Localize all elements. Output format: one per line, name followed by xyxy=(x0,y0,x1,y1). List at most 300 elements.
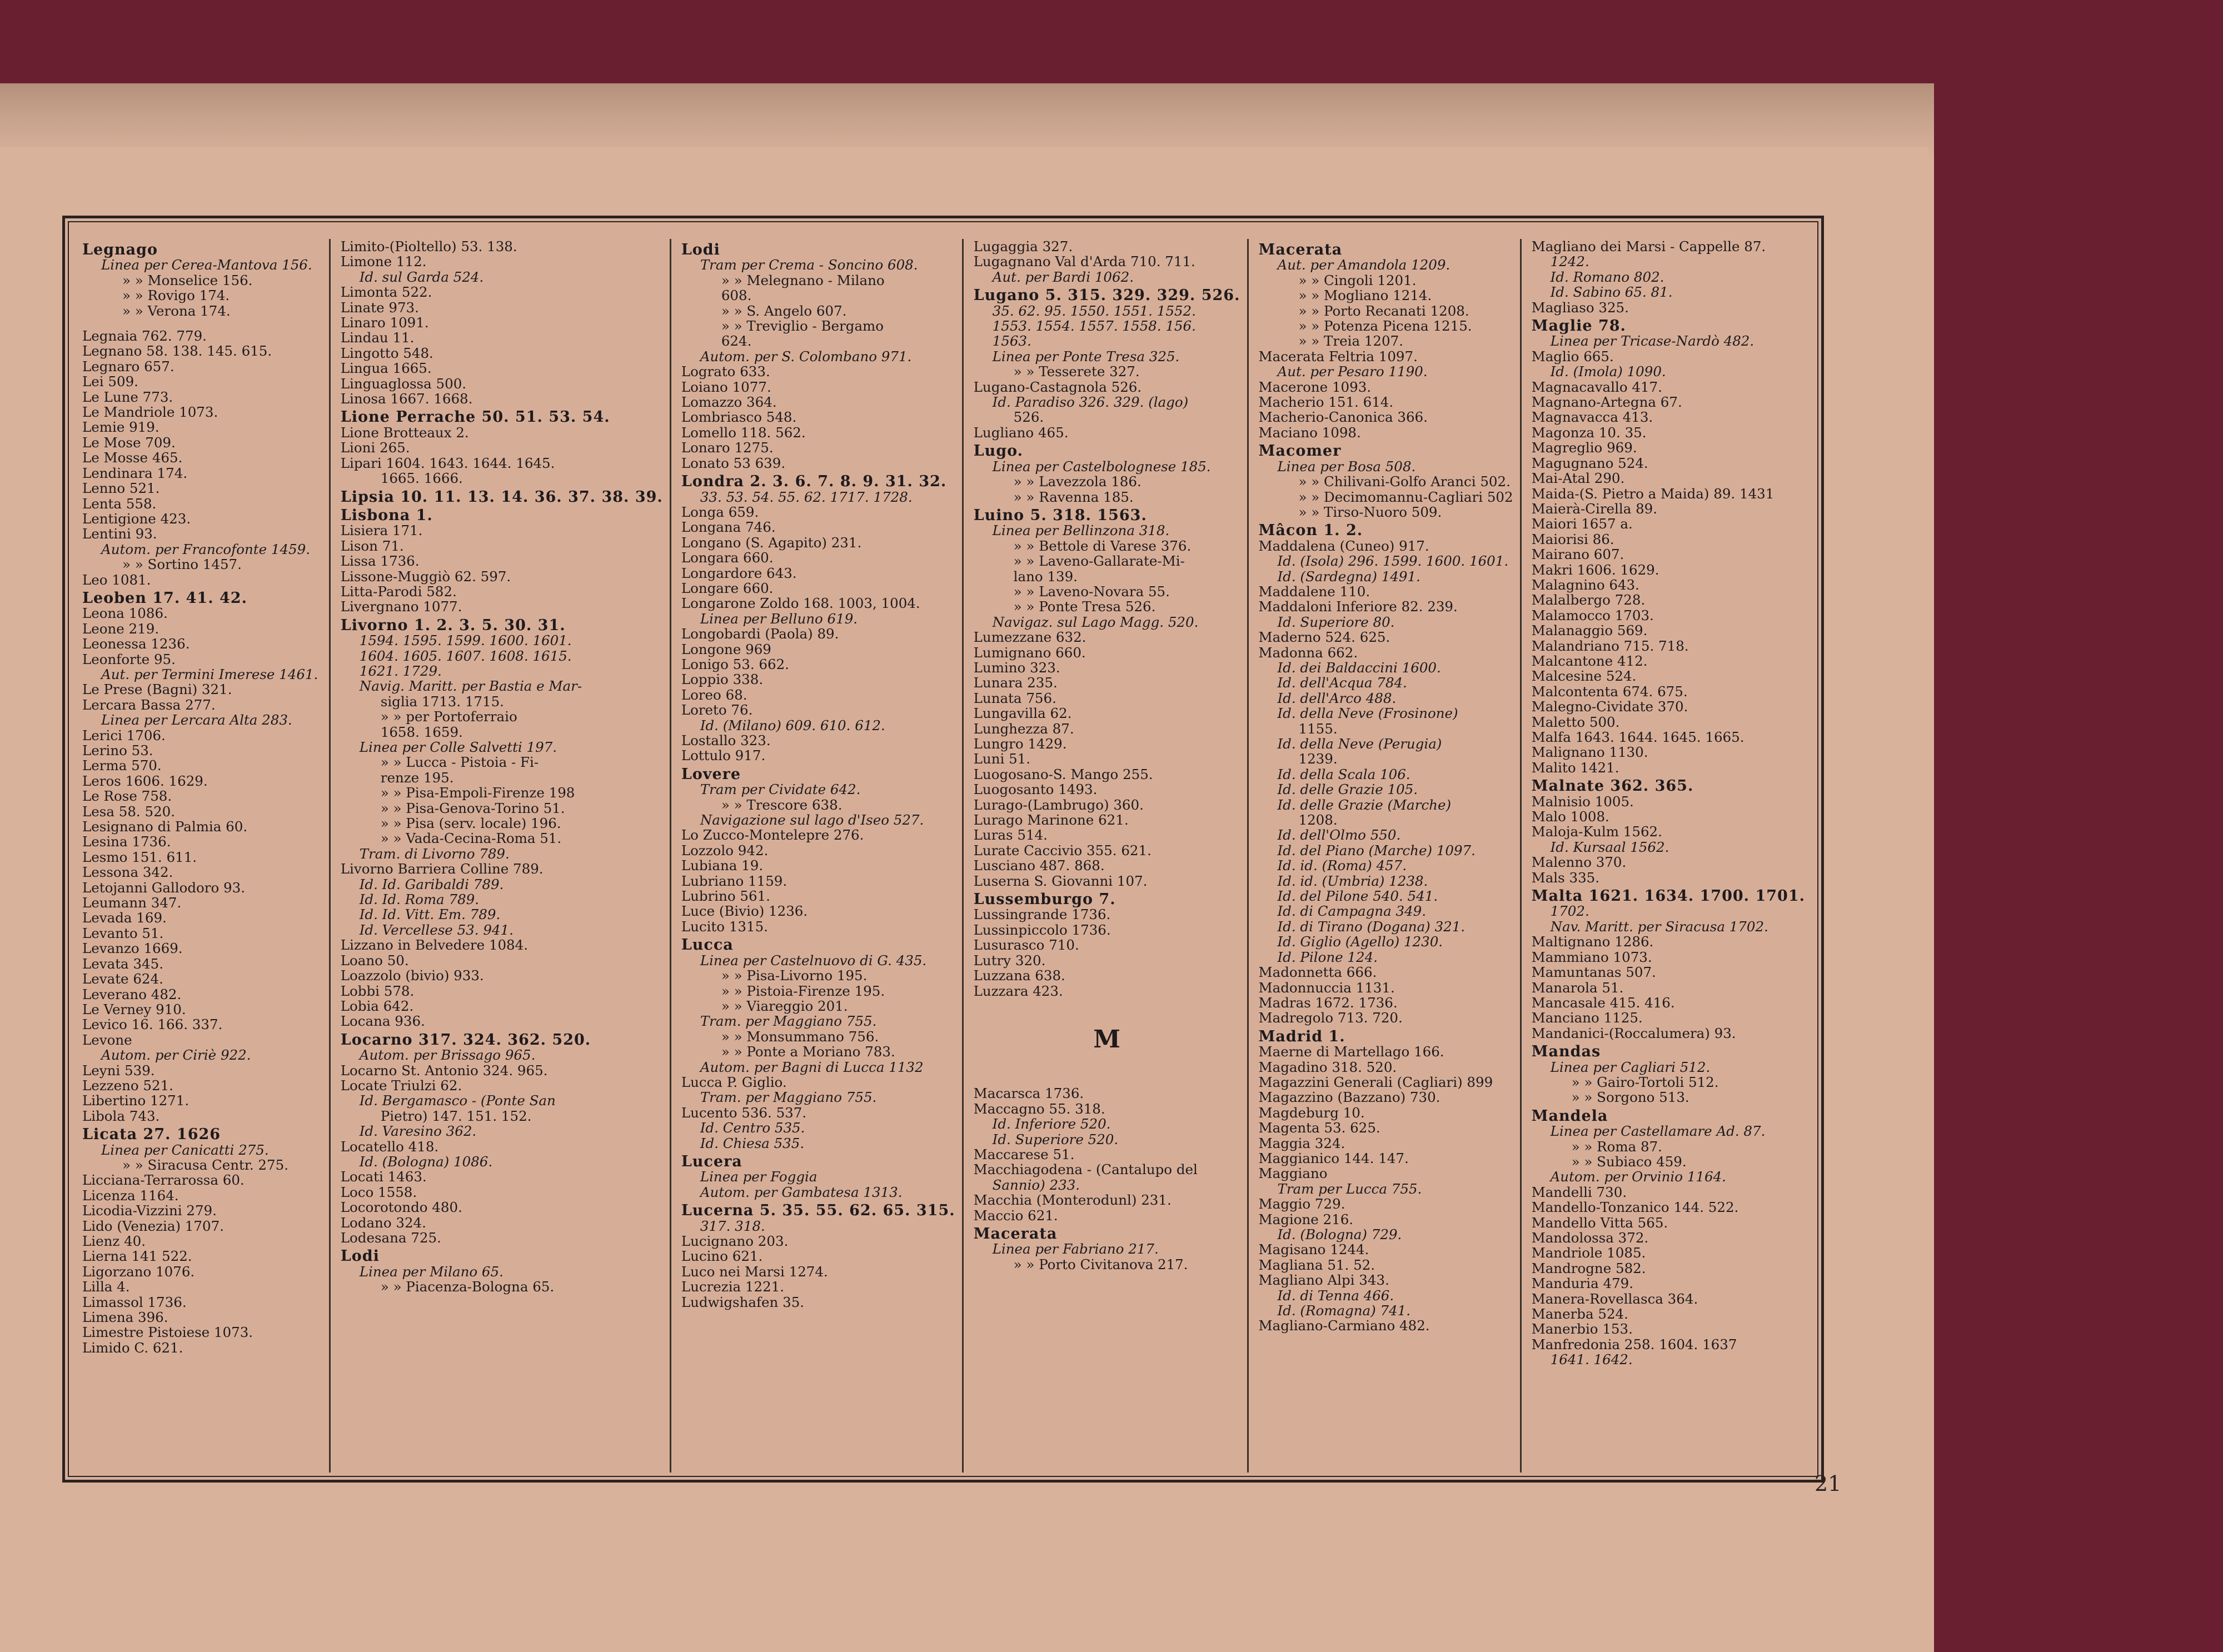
index-entry: Mamuntanas 507. xyxy=(1531,964,1656,981)
index-entry: Lugano-Castagnola 526. xyxy=(973,378,1142,395)
index-entry: Ludwigshafen 35. xyxy=(681,1294,805,1310)
index-entry: Longardore 643. xyxy=(681,565,797,581)
index-heading: Lucerna 5. 35. 55. 62. 65. 315. xyxy=(681,1202,955,1220)
index-entry: Lissone-Muggiò 62. 597. xyxy=(340,568,511,585)
index-entry: Lodesana 725. xyxy=(340,1230,441,1246)
index-entry: 624. xyxy=(721,333,752,350)
index-entry: Malnisio 1005. xyxy=(1531,793,1634,810)
index-entry: Linaro 1091. xyxy=(340,315,429,331)
index-entry: Longobardi (Paola) 89. xyxy=(681,626,839,642)
index-heading: Lodi xyxy=(681,241,720,258)
index-entry: Maggianico 144. 147. xyxy=(1258,1150,1409,1166)
index-heading: Leoben 17. 41. 42. xyxy=(82,589,247,607)
index-entry: Autom. per Brissago 965. xyxy=(359,1047,536,1064)
index-heading: Livorno 1. 2. 3. 5. 30. 31. xyxy=(340,616,566,634)
index-entry: Maloja-Kulm 1562. xyxy=(1531,823,1662,840)
index-entry: Id. della Neve (Perugia) xyxy=(1277,736,1442,752)
index-entry: Mals 335. xyxy=(1531,869,1600,886)
index-entry: Levanzo 1669. xyxy=(82,940,183,957)
index-entry: Malandriano 715. 718. xyxy=(1531,637,1689,654)
index-entry: Autom. per Orvinio 1164. xyxy=(1550,1169,1726,1185)
index-entry: Lugaggia 327. xyxy=(973,238,1073,254)
index-entry: Maltignano 1286. xyxy=(1531,934,1654,950)
index-entry: Linea per Bosa 508. xyxy=(1277,458,1416,475)
index-entry: Malagnino 643. xyxy=(1531,576,1639,593)
index-entry: Levico 16. 166. 337. xyxy=(82,1016,223,1033)
index-entry: Legnaro 657. xyxy=(82,358,175,375)
index-entry: Mandello Vitta 565. xyxy=(1531,1214,1668,1231)
index-entry: Id. Id. Garibaldi 789. xyxy=(359,876,504,892)
index-heading: Locarno 317. 324. 362. 520. xyxy=(340,1031,591,1049)
index-entry: Locate Triulzi 62. xyxy=(340,1077,462,1094)
index-entry: » » Laveno-Novara 55. xyxy=(1013,583,1170,600)
index-heading: Mandela xyxy=(1531,1107,1608,1125)
index-entry: Makri 1606. 1629. xyxy=(1531,561,1659,578)
index-entry: Linea per Castellamare Ad. 87. xyxy=(1550,1123,1766,1140)
index-entry: Magione 216. xyxy=(1258,1211,1354,1227)
index-entry: Lutry 320. xyxy=(973,952,1046,969)
index-entry: Lussingrande 1736. xyxy=(973,906,1111,923)
index-entry: Madras 1672. 1736. xyxy=(1258,994,1398,1011)
index-entry: Loazzolo (bivio) 933. xyxy=(340,967,484,984)
index-entry: Magliano dei Marsi - Cappelle 87. xyxy=(1531,238,1766,254)
index-heading: Lucera xyxy=(681,1152,742,1170)
index-entry: Nav. Maritt. per Siracusa 1702. xyxy=(1550,918,1768,935)
index-entry: Macchiagodena - (Cantalupo del xyxy=(973,1161,1198,1178)
index-entry: lano 139. xyxy=(1013,568,1078,585)
index-entry: Macarsca 1736. xyxy=(973,1085,1084,1102)
index-entry: Manciano 1125. xyxy=(1531,1010,1643,1026)
index-entry: Licciana-Terrarossa 60. xyxy=(82,1172,245,1189)
index-entry: Linea per Lercara Alta 283. xyxy=(101,712,292,728)
index-entry: Maccarese 51. xyxy=(973,1146,1075,1162)
index-entry: Id. dell'Olmo 550. xyxy=(1277,827,1401,844)
index-entry: Leyni 539. xyxy=(82,1062,155,1079)
index-entry: Maccagno 55. 318. xyxy=(973,1100,1105,1117)
index-entry: Linea per Foggia xyxy=(700,1169,818,1185)
index-entry: Limassol 1736. xyxy=(82,1294,187,1310)
index-entry: Navigazione sul lago d'Iseo 527. xyxy=(700,812,924,829)
index-entry: Linea per Ponte Tresa 325. xyxy=(992,348,1180,365)
index-entry: Mairano 607. xyxy=(1531,546,1624,563)
index-entry: Macherio-Canonica 366. xyxy=(1258,409,1428,426)
index-entry: Linea per Canicatti 275. xyxy=(101,1141,269,1158)
index-entry: 1604. 1605. 1607. 1608. 1615. xyxy=(359,647,572,664)
index-entry: 35. 62. 95. 1550. 1551. 1552. xyxy=(992,302,1196,319)
index-entry: Id. (Milano) 609. 610. 612. xyxy=(700,717,885,733)
index-entry: Id. Chiesa 535. xyxy=(700,1135,805,1151)
index-entry: Mancasale 415. 416. xyxy=(1531,994,1675,1011)
index-heading: Lovere xyxy=(681,765,741,783)
index-entry: Id. di Tirano (Dogana) 321. xyxy=(1277,918,1466,935)
index-entry: Mandrogne 582. xyxy=(1531,1260,1646,1276)
index-entry: Mammiano 1073. xyxy=(1531,949,1652,965)
index-entry: Locatello 418. xyxy=(340,1138,439,1155)
index-entry: Lingua 1665. xyxy=(340,360,432,377)
index-entry: » » Monsummano 756. xyxy=(721,1028,879,1045)
index-entry: Maggiano xyxy=(1258,1165,1328,1182)
index-entry: Levone xyxy=(82,1031,132,1048)
index-entry: Libertino 1271. xyxy=(82,1092,190,1109)
index-entry: Lugliano 465. xyxy=(973,424,1069,441)
index-entry: » » Verona 174. xyxy=(122,302,231,319)
index-entry: Macerata Feltria 1097. xyxy=(1258,348,1418,365)
index-entry: 1155. xyxy=(1298,720,1338,737)
index-entry: Maglio 665. xyxy=(1531,348,1614,365)
index-entry: Le Verney 910. xyxy=(82,1001,186,1017)
index-entry: Limito-(Pioltello) 53. 138. xyxy=(340,238,517,254)
index-entry: Id. Id. Vitt. Em. 789. xyxy=(359,906,501,923)
index-entry: » » Vada-Cecina-Roma 51. xyxy=(380,830,562,847)
index-entry: Locarno St. Antonio 324. 965. xyxy=(340,1062,548,1079)
index-entry: Macchia (Monterodunl) 231. xyxy=(973,1192,1172,1209)
index-entry: Lucca P. Giglio. xyxy=(681,1074,787,1090)
index-entry: 1242. xyxy=(1550,253,1589,270)
index-entry: Luni 51. xyxy=(973,751,1031,767)
index-entry: Lumino 323. xyxy=(973,659,1060,676)
index-entry: » » Sorgono 513. xyxy=(1571,1089,1689,1106)
index-entry: siglia 1713. 1715. xyxy=(380,693,504,710)
index-entry: Id. Sabino 65. 81. xyxy=(1550,284,1673,301)
index-heading: Londra 2. 3. 6. 7. 8. 9. 31. 32. xyxy=(681,473,947,491)
index-entry: Limestre Pistoiese 1073. xyxy=(82,1324,253,1341)
index-entry: Magisano 1244. xyxy=(1258,1241,1369,1258)
index-entry: Lilla 4. xyxy=(82,1279,130,1295)
index-entry: Lurate Caccivio 355. 621. xyxy=(973,842,1152,859)
index-entry: Navigaz. sul Lago Magg. 520. xyxy=(992,613,1199,630)
index-entry: Manarola 51. xyxy=(1531,979,1624,996)
index-entry: Manerba 524. xyxy=(1531,1306,1628,1322)
index-entry: Id. (Imola) 1090. xyxy=(1550,363,1666,380)
index-entry: Lograto 633. xyxy=(681,363,770,380)
section-letter: M xyxy=(1093,1025,1120,1054)
index-entry: Mandelli 730. xyxy=(1531,1184,1627,1200)
index-entry: Malcontenta 674. 675. xyxy=(1531,683,1688,700)
index-entry: Lonigo 53. 662. xyxy=(681,656,789,672)
page-number: 21 xyxy=(1815,1471,1842,1496)
index-entry: Maida-(S. Pietro a Maida) 89. 1431 xyxy=(1531,485,1775,502)
index-entry: » » Monselice 156. xyxy=(122,272,253,288)
index-entry: 1658. 1659. xyxy=(380,723,463,740)
index-entry: Malcantone 412. xyxy=(1531,652,1648,669)
index-entry: Mandriole 1085. xyxy=(1531,1245,1646,1261)
index-entry: Limena 396. xyxy=(82,1309,168,1326)
index-entry: » » Rovigo 174. xyxy=(122,287,230,304)
index-entry: Lentini 93. xyxy=(82,526,157,542)
index-entry: Lunghezza 87. xyxy=(973,720,1074,737)
index-entry: Id. sul Garda 524. xyxy=(359,268,484,285)
index-entry: Magazzini Generali (Cagliari) 899 xyxy=(1258,1074,1493,1090)
index-entry: » » Subiaco 459. xyxy=(1571,1153,1687,1170)
index-entry: Maiori 1657 a. xyxy=(1531,516,1633,532)
index-entry: » » Piacenza-Bologna 65. xyxy=(380,1279,555,1295)
index-entry: » » Melegnano - Milano xyxy=(721,272,885,288)
index-entry: Maderno 524. 625. xyxy=(1258,629,1390,646)
index-entry: Id. Kursaal 1562. xyxy=(1550,839,1669,855)
index-entry: » » Siracusa Centr. 275. xyxy=(122,1156,288,1173)
index-entry: Manera-Rovellasca 364. xyxy=(1531,1290,1698,1307)
index-column-3 xyxy=(670,239,962,1473)
index-entry: Lisiera 171. xyxy=(340,522,423,539)
index-entry: Lomazzo 364. xyxy=(681,394,777,411)
index-entry: 1641. 1642. xyxy=(1550,1351,1633,1368)
index-entry: Id. Id. Roma 789. xyxy=(359,891,479,908)
index-entry: Lottulo 917. xyxy=(681,747,766,764)
index-entry: Magliana 51. 52. xyxy=(1258,1256,1375,1273)
index-entry: Linea per Bellinzona 318. xyxy=(992,522,1170,539)
index-entry: Malanaggio 569. xyxy=(1531,622,1648,639)
index-entry: Magnano-Artegna 67. xyxy=(1531,394,1682,411)
index-entry: » » Potenza Picena 1215. xyxy=(1298,318,1472,335)
index-entry: Malalbergo 728. xyxy=(1531,592,1646,608)
index-entry: Lusciano 487. 868. xyxy=(973,857,1105,874)
index-entry: Id. Superiore 80. xyxy=(1277,613,1395,630)
index-entry: Longarone Zoldo 168. 1003, 1004. xyxy=(681,595,920,612)
index-entry: 526. xyxy=(1013,409,1044,426)
index-entry: Litta-Parodi 582. xyxy=(340,583,457,600)
index-entry: Lison 71. xyxy=(340,537,404,554)
index-entry: » » Lavezzola 186. xyxy=(1013,473,1142,490)
index-entry: Id. del Piano (Marche) 1097. xyxy=(1277,842,1476,859)
index-entry: Mandanici-(Roccalumera) 93. xyxy=(1531,1025,1736,1041)
index-entry: Lucino 621. xyxy=(681,1248,763,1265)
index-entry: Le Prese (Bagni) 321. xyxy=(82,681,232,698)
index-entry: » » Porto Recanati 1208. xyxy=(1298,302,1469,319)
index-entry: Le Mose 709. xyxy=(82,434,176,451)
index-entry: Id. dell'Arco 488. xyxy=(1277,690,1397,706)
index-entry: Longano (S. Agapito) 231. xyxy=(681,534,862,551)
index-entry: » » Ravenna 185. xyxy=(1013,488,1134,505)
index-entry: » » Lucca - Pistoia - Fi- xyxy=(380,754,539,771)
index-entry: Autom. per Francofonte 1459. xyxy=(101,541,310,557)
index-entry: Longone 969 xyxy=(681,641,771,657)
index-column-6 xyxy=(1520,239,1812,1473)
index-entry: Id. (Isola) 296. 1599. 1600. 1601. xyxy=(1277,553,1509,570)
index-entry: Magliaso 325. xyxy=(1531,299,1629,316)
index-entry: Manduria 479. xyxy=(1531,1275,1634,1292)
index-entry: Lienz 40. xyxy=(82,1233,146,1249)
index-entry: Limonta 522. xyxy=(340,284,432,301)
index-entry: Longare 660. xyxy=(681,580,774,596)
index-entry: Lioni 265. xyxy=(340,440,410,456)
index-entry: Lozzolo 942. xyxy=(681,842,769,859)
index-entry: 1594. 1595. 1599. 1600. 1601. xyxy=(359,632,572,649)
index-entry: 1665. 1666. xyxy=(380,470,463,487)
index-entry: Madonna 662. xyxy=(1258,644,1358,661)
index-entry: Maggio 729. xyxy=(1258,1196,1345,1212)
index-entry: Id. Vercellese 53. 941. xyxy=(359,921,514,938)
index-entry: Tram. di Livorno 789. xyxy=(359,845,510,862)
index-entry: Tram per Cividate 642. xyxy=(700,781,861,798)
index-entry: Legnaia 762. 779. xyxy=(82,328,207,345)
index-column-4 xyxy=(962,239,1247,1473)
index-entry: Linea per Fabriano 217. xyxy=(992,1241,1159,1257)
index-entry: Lerici 1706. xyxy=(82,727,166,743)
index-entry: Malamocco 1703. xyxy=(1531,607,1654,623)
index-entry: Luserna S. Giovanni 107. xyxy=(973,872,1148,889)
index-entry: Linosa 1667. 1668. xyxy=(340,391,473,407)
index-entry: Lesa 58. 520. xyxy=(82,803,176,820)
index-entry: Luzzana 638. xyxy=(973,967,1065,984)
index-entry: Locorotondo 480. xyxy=(340,1199,462,1216)
index-entry: Levada 169. xyxy=(82,910,167,926)
index-entry: Autom. per Bagni di Lucca 1132 xyxy=(700,1059,924,1075)
index-entry: Linea per Colle Salvetti 197. xyxy=(359,739,557,755)
index-entry: Levata 345. xyxy=(82,955,164,972)
index-heading: Lipsia 10. 11. 13. 14. 36. 37. 38. 39. xyxy=(340,488,663,506)
index-entry: Ligorzano 1076. xyxy=(82,1263,195,1280)
index-entry: Legnano 58. 138. 145. 615. xyxy=(82,343,272,360)
index-entry: Le Lune 773. xyxy=(82,388,173,405)
index-entry: Maletto 500. xyxy=(1531,713,1620,730)
index-entry: Id. Centro 535. xyxy=(700,1120,805,1136)
index-entry: Id. id. (Umbria) 1238. xyxy=(1277,872,1428,889)
index-entry: Lenno 521. xyxy=(82,480,160,497)
index-entry: » » Roma 87. xyxy=(1571,1138,1662,1155)
index-entry: » » Laveno-Gallarate-Mi- xyxy=(1013,553,1185,570)
index-entry: Macerone 1093. xyxy=(1258,378,1372,395)
index-heading: Lugo. xyxy=(973,442,1024,460)
index-entry: Leonforte 95. xyxy=(82,651,176,667)
index-entry: Id. Bergamasco - (Ponte San xyxy=(359,1092,556,1109)
index-entry: Lei 509. xyxy=(82,373,138,390)
index-entry: Linea per Milano 65. xyxy=(359,1263,504,1280)
index-entry: Lucrezia 1221. xyxy=(681,1279,785,1295)
index-entry: Id. dei Baldaccini 1600. xyxy=(1277,659,1441,676)
index-entry: Lumignano 660. xyxy=(973,644,1086,661)
index-entry: » » Pistoia-Firenze 195. xyxy=(721,982,885,999)
index-entry: Lezzeno 521. xyxy=(82,1077,173,1094)
index-entry: Id. Varesino 362. xyxy=(359,1123,477,1140)
index-entry: Lubiana 19. xyxy=(681,857,764,874)
index-entry: Leona 1086. xyxy=(82,605,168,622)
index-entry: Loco 1558. xyxy=(340,1184,417,1200)
index-entry: Lomello 118. 562. xyxy=(681,424,806,441)
index-entry: renze 195. xyxy=(380,769,454,786)
index-entry: Manerbio 153. xyxy=(1531,1321,1633,1337)
index-heading: Madrid 1. xyxy=(1258,1027,1345,1045)
index-entry: Lonaro 1275. xyxy=(681,440,774,456)
index-entry: Navig. Maritt. per Bastia e Mar- xyxy=(359,678,582,695)
index-entry: Lesina 1736. xyxy=(82,834,171,850)
index-entry: Lucento 536. 537. xyxy=(681,1104,807,1121)
index-entry: Pietro) 147. 151. 152. xyxy=(380,1107,532,1124)
index-entry: Id. del Pilone 540. 541. xyxy=(1277,888,1438,905)
index-entry: Linea per Tricase-Nardò 482. xyxy=(1550,333,1755,350)
index-entry: Mai-Atal 290. xyxy=(1531,470,1625,487)
index-entry: Maggia 324. xyxy=(1258,1135,1345,1151)
index-entry: Magnacavallo 417. xyxy=(1531,378,1662,395)
spacer xyxy=(82,318,322,328)
index-entry: Linea per Belluno 619. xyxy=(700,610,858,627)
index-entry: Id. delle Grazie 105. xyxy=(1277,781,1418,798)
index-entry: Luogosanto 1493. xyxy=(973,781,1098,798)
index-entry: Autom. per Ciriè 922. xyxy=(101,1047,251,1064)
index-entry: Linea per Cagliari 512. xyxy=(1550,1059,1711,1075)
index-entry: Lunara 235. xyxy=(973,675,1058,691)
index-entry: Madonnetta 666. xyxy=(1258,964,1377,981)
index-entry: Lido (Venezia) 1707. xyxy=(82,1217,224,1234)
index-entry: Magonza 10. 35. xyxy=(1531,424,1647,441)
index-entry: Sannio) 233. xyxy=(992,1176,1080,1193)
index-entry: Lugagnano Val d'Arda 710. 711. xyxy=(973,253,1195,270)
index-heading: Lodi xyxy=(340,1247,380,1265)
index-heading: Licata 27. 1626 xyxy=(82,1126,221,1144)
index-entry: 608. xyxy=(721,287,752,304)
index-entry: 1208. xyxy=(1298,812,1338,829)
index-entry: » » Pisa (serv. locale) 196. xyxy=(380,815,561,832)
index-entry: Longana 746. xyxy=(681,519,776,536)
index-entry: Lobia 642. xyxy=(340,997,414,1014)
index-entry: Madonnuccia 1131. xyxy=(1258,979,1395,996)
index-entry: Tram. per Maggiano 755. xyxy=(700,1089,877,1106)
index-entry: Maciano 1098. xyxy=(1258,424,1361,441)
index-entry: Autom. per S. Colombano 971. xyxy=(700,348,912,365)
index-entry: Le Mosse 465. xyxy=(82,450,183,466)
index-entry: Id. di Tenna 466. xyxy=(1277,1287,1394,1304)
index-entry: Lerino 53. xyxy=(82,742,153,758)
index-entry: Lumezzane 632. xyxy=(973,629,1086,646)
index-entry: 317. 318. xyxy=(700,1217,765,1234)
index-entry: Livorno Barriera Colline 789. xyxy=(340,861,544,877)
index-entry: Maiorisi 86. xyxy=(1531,531,1614,547)
index-entry: » » Sortino 1457. xyxy=(122,556,242,573)
index-entry: Aut. per Pesaro 1190. xyxy=(1277,363,1428,380)
index-entry: » » Treviglio - Bergamo xyxy=(721,318,884,335)
index-entry: Lessona 342. xyxy=(82,864,173,881)
index-entry: Id. di Campagna 349. xyxy=(1277,903,1427,920)
index-entry: Id. della Neve (Frosinone) xyxy=(1277,705,1458,722)
index-entry: » » Porto Civitanova 217. xyxy=(1013,1256,1188,1272)
index-entry: Lucignano 203. xyxy=(681,1233,789,1249)
index-heading: Lucca xyxy=(681,936,734,954)
index-entry: Lurago-(Lambrugo) 360. xyxy=(973,796,1144,813)
index-entry: Linea per Cerea-Mantova 156. xyxy=(101,257,312,273)
index-entry: » » Gairo-Tortoli 512. xyxy=(1571,1074,1719,1090)
index-entry: Magliano-Carmiano 482. xyxy=(1258,1317,1430,1334)
index-heading: Legnago xyxy=(82,241,158,258)
index-entry: Id. Superiore 520. xyxy=(992,1131,1119,1147)
index-entry: Lingotto 548. xyxy=(340,345,433,361)
index-entry: Madregolo 713. 720. xyxy=(1258,1010,1403,1026)
index-entry: Leros 1606. 1629. xyxy=(82,772,208,789)
index-entry: » » per Portoferraio xyxy=(380,708,517,725)
index-entry: » » Tirso-Nuoro 509. xyxy=(1298,503,1442,520)
index-entry: Le Mandriole 1073. xyxy=(82,404,218,421)
index-entry: Tram per Crema - Soncino 608. xyxy=(700,257,918,273)
index-entry: Lindau 11. xyxy=(340,330,415,346)
index-entry: » » Mogliano 1214. xyxy=(1298,287,1432,304)
index-entry: Levanto 51. xyxy=(82,925,164,941)
index-entry: Id. Pilone 124. xyxy=(1277,949,1378,965)
index-entry: Autom. per Gambatesa 1313. xyxy=(700,1184,903,1200)
index-column-5 xyxy=(1247,239,1520,1473)
index-entry: » » Decimomannu-Cagliari 502 xyxy=(1298,488,1513,505)
index-entry: Lobbi 578. xyxy=(340,982,415,999)
index-entry: Linea per Castelnuovo di G. 435. xyxy=(700,952,927,969)
index-entry: Loppio 338. xyxy=(681,671,764,688)
index-entry: Id. delle Grazie (Marche) xyxy=(1277,796,1452,813)
index-entry: » » Pisa-Livorno 195. xyxy=(721,967,868,984)
index-entry: Licenza 1164. xyxy=(82,1187,179,1204)
index-entry: Magugnano 524. xyxy=(1531,455,1648,471)
index-entry: Lurago Marinone 621. xyxy=(973,812,1129,829)
index-heading: Lisbona 1. xyxy=(340,506,433,524)
index-entry: Id. id. (Roma) 457. xyxy=(1277,857,1407,874)
index-entry: Maierà-Cirella 89. xyxy=(1531,500,1658,517)
index-entry: » » Ponte a Moriano 783. xyxy=(721,1044,895,1060)
index-entry: Luce (Bivio) 1236. xyxy=(681,903,808,920)
